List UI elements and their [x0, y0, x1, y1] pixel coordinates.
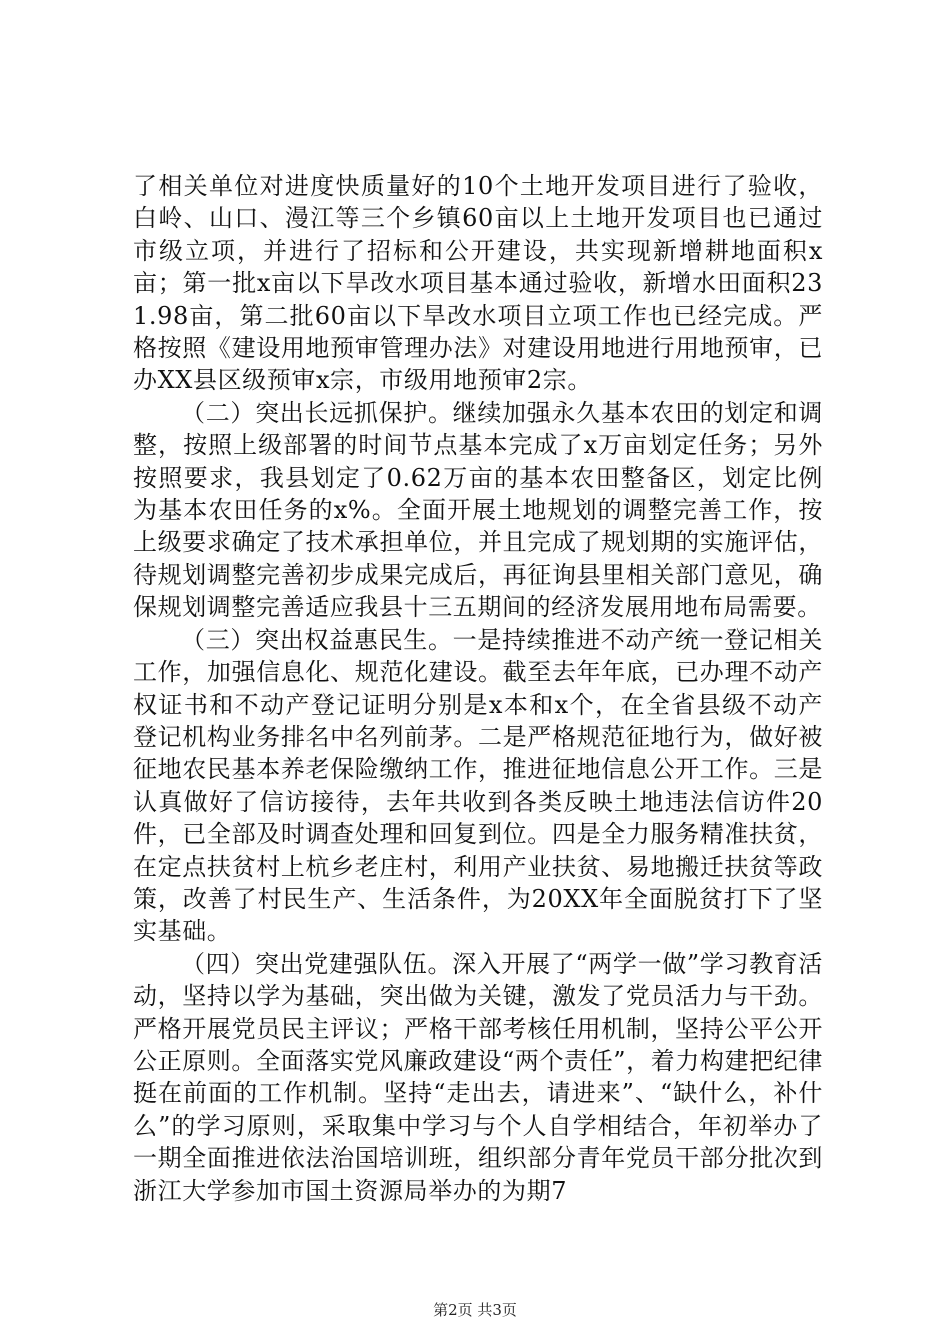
paragraph-section-2: （二）突出长远抓保护。继续加强永久基本农田的划定和调整，按照上级部署的时间节点基本完成了x万亩划定任务；另外按照要求，我县划定了0.62万亩的基本农田整备区，划定比例为基本农田任务的x%。全面开展土地规划的调整完善工作，按上级要求确定了技术承担单位，并且完成了规划期的实施评估，待规划调整完善初步成果完成后，再征询县里相关部门意见，确保规划调整完善适应我县十三五期间的经济发展用地布局需要。	[133, 398, 823, 622]
paragraph-section-4: （四）突出党建强队伍。深入开展了“两学一做”学习教育活动，坚持以学为基础，突出做为关键，激发了党员活力与干劲。严格开展党员民主评议；严格干部考核任用机制，坚持公平公开公正原则。全面落实党风廉政建设“两个责任”，着力构建把纪律挺在前面的工作机制。坚持“走出去，请进来”、“缺什么，补什么”的学习原则，采取集中学习与个人自学相结合，年初举办了一期全面推进依法治国培训班，组织部分青年党员干部分批次到浙江大学参加市国土资源局举办的为期7	[133, 949, 823, 1205]
paragraph-continued: 了相关单位对进度快质量好的10个土地开发项目进行了验收，白岭、山口、漫江等三个乡镇60亩以上土地开发项目也已通过市级立项，并进行了招标和公开建设，共实现新增耕地面积x亩；第一批x亩以下旱改水项目基本通过验收，新增水田面积231.98亩，第二批60亩以下旱改水项目立项工作也已经完成。严格按照《建设用地预审管理办法》对建设用地进行用地预审，已办XX县区级预审x宗，市级用地预审2宗。	[133, 172, 823, 395]
page-number-footer: 第2页 共3页	[433, 1301, 517, 1319]
paragraph-section-3: （三）突出权益惠民生。一是持续推进不动产统一登记相关工作，加强信息化、规范化建设。截至去年年底，已办理不动产权证书和不动产登记证明分别是x本和x个，在全省县级不动产登记机构业务排名中名列前茅。二是严格规范征地行为，做好被征地农民基本养老保险缴纳工作，推进征地信息公开工作。三是认真做好了信访接待，去年共收到各类反映土地违法信访件20件，已全部及时调查处理和回复到位。四是全力服务精准扶贫，在定点扶贫村上杭乡老庄村，利用产业扶贫、易地搬迁扶贫等政策，改善了村民生产、生活条件，为20XX年全面脱贫打下了坚实基础。	[133, 625, 823, 946]
document-body	[133, 170, 823, 1207]
